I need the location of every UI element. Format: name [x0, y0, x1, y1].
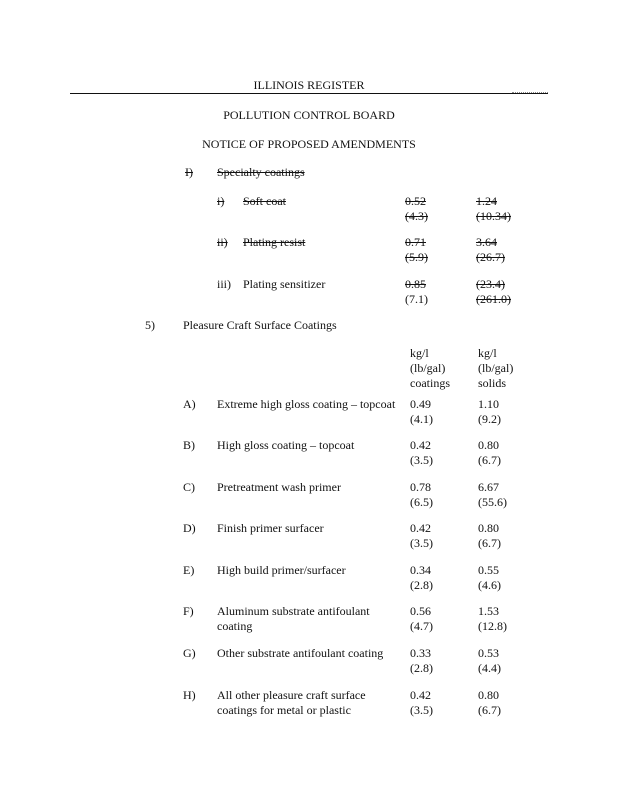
item-value-solids: 6.67 (55.6)	[478, 480, 507, 509]
item-value-coatings: 0.71 (5.9)	[405, 235, 428, 264]
item-label: High gloss coating – topcoat	[217, 438, 355, 452]
item-marker: i)	[217, 194, 225, 208]
header-rule-dots	[512, 92, 548, 93]
specialty-marker: I)	[185, 165, 193, 179]
section-title: Pleasure Craft Surface Coatings	[183, 318, 337, 332]
item-label: Plating sensitizer	[243, 277, 326, 291]
item-label: Plating resist	[243, 235, 306, 249]
item-label: Other substrate antifoulant coating	[217, 646, 384, 660]
item-value-coatings: 0.78 (6.5)	[410, 480, 433, 509]
item-marker: A)	[183, 397, 196, 411]
item-value-solids: 0.80 (6.7)	[478, 521, 501, 550]
item-value-solids: 1.24 (10.34)	[476, 194, 511, 223]
item-value-coatings: 0.85 (7.1)	[405, 277, 428, 306]
item-value-coatings: 0.49 (4.1)	[410, 397, 433, 426]
item-value-solids: 3.64 (26.7)	[476, 235, 505, 264]
item-label: Aluminum substrate antifoulant coating	[217, 604, 370, 633]
item-value-solids: 0.53 (4.4)	[478, 646, 501, 675]
item-value-coatings: 0.33 (2.8)	[410, 646, 433, 675]
item-value-solids: 1.10 (9.2)	[478, 397, 501, 426]
item-value-solids: 0.80 (6.7)	[478, 438, 501, 467]
item-label: High build primer/surfacer	[217, 563, 346, 577]
header-rule	[70, 93, 548, 94]
item-marker: D)	[183, 521, 196, 535]
item-label: All other pleasure craft surface coatings for metal or plastic	[217, 688, 366, 717]
column-header-coatings: kg/l (lb/gal) coatings	[410, 346, 450, 390]
item-marker: F)	[183, 604, 194, 618]
board-title: POLLUTION CONTROL BOARD	[223, 108, 395, 122]
notice-title: NOTICE OF PROPOSED AMENDMENTS	[202, 137, 416, 151]
item-marker: ii)	[217, 235, 228, 249]
item-value-coatings: 0.42 (3.5)	[410, 438, 433, 467]
item-marker: C)	[183, 480, 195, 494]
item-label: Finish primer surfacer	[217, 521, 324, 535]
register-title: ILLINOIS REGISTER	[253, 78, 365, 92]
item-marker: E)	[183, 563, 195, 577]
item-value-solids: 0.55 (4.6)	[478, 563, 501, 592]
item-value-coatings: 0.34 (2.8)	[410, 563, 433, 592]
item-value-coatings: 0.42 (3.5)	[410, 688, 433, 717]
item-value-solids: 0.80 (6.7)	[478, 688, 501, 717]
item-value-coatings: 0.52 (4.3)	[405, 194, 428, 223]
column-header-solids: kg/l (lb/gal) solids	[478, 346, 514, 390]
item-label: Pretreatment wash primer	[217, 480, 341, 494]
item-marker: H)	[183, 688, 196, 702]
item-marker: iii)	[217, 277, 231, 291]
item-marker: G)	[183, 646, 196, 660]
item-value-solids: (23.4) (261.0)	[476, 277, 511, 306]
item-value-solids: 1.53 (12.8)	[478, 604, 507, 633]
item-marker: B)	[183, 438, 195, 452]
specialty-title: Specialty coatings	[217, 165, 305, 179]
item-label: Soft coat	[243, 194, 286, 208]
section-marker: 5)	[145, 318, 155, 332]
item-value-coatings: 0.56 (4.7)	[410, 604, 433, 633]
item-value-coatings: 0.42 (3.5)	[410, 521, 433, 550]
item-label: Extreme high gloss coating – topcoat	[217, 397, 396, 411]
